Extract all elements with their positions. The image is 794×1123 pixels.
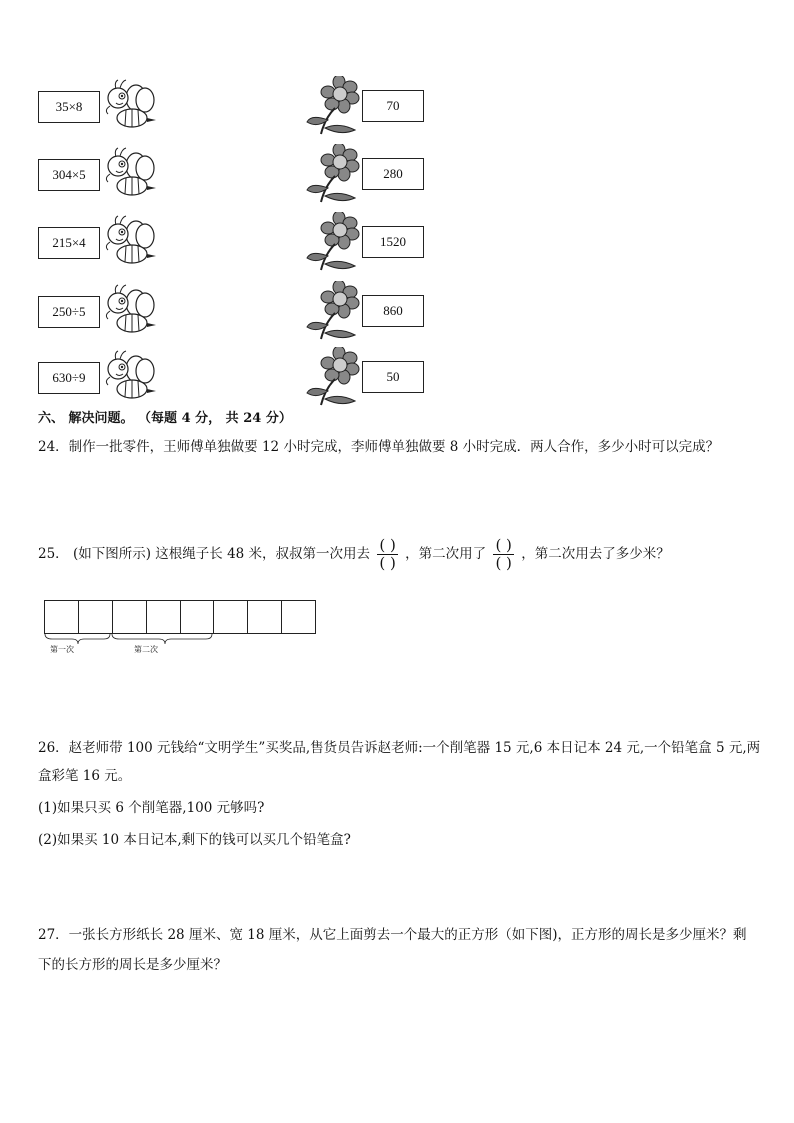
rope-segment: [45, 601, 79, 633]
bee-icon: [98, 281, 160, 343]
bee-icon: [98, 144, 160, 206]
question-26-line2: 盒彩笔 16 元。: [38, 768, 132, 784]
question-25-part3: ，第二次用去了多少米？: [521, 546, 670, 562]
answer-box: 1520: [362, 226, 424, 258]
expression-box: 304×5: [38, 159, 100, 191]
question-26-sub1: (1)如果只买 6 个削笔器,100 元够吗?: [38, 800, 265, 816]
rope-segment: [147, 601, 181, 633]
question-25-part1: 25． (如下图所示) 这根绳子长 48 米，叔叔第一次用去: [38, 546, 371, 562]
fraction-numerator: ( ): [379, 536, 396, 554]
flower-icon: [303, 144, 361, 206]
answer-box: 50: [362, 361, 424, 393]
answer-box: 280: [362, 158, 424, 190]
expression-box: 250÷5: [38, 296, 100, 328]
flower-icon: [303, 347, 361, 409]
flower-icon: [303, 76, 361, 138]
expression-box: 630÷9: [38, 362, 100, 394]
bee-icon: [98, 76, 160, 138]
matching-row: [0, 287, 794, 347]
bee-icon: [98, 212, 160, 274]
matching-row: [0, 150, 794, 210]
expression-box: 215×4: [38, 227, 100, 259]
rope-segment: [181, 601, 215, 633]
blank-fraction-2: [493, 538, 513, 571]
rope-segment: [214, 601, 248, 633]
matching-row: [0, 218, 794, 278]
fraction-denominator: ( ): [495, 554, 512, 572]
question-26-sub2: (2)如果买 10 本日记本,剩下的钱可以买几个铅笔盒?: [38, 832, 351, 848]
rope-segment: [282, 601, 315, 633]
question-24: 24．制作一批零件，王师傅单独做要 12 小时完成，李师傅单独做要 8 小时完成．两人合作，多少小时可以完成？: [38, 439, 720, 455]
section-heading: 六、 解决问题。 （每题 4 分， 共 24 分）: [38, 411, 292, 426]
rope-segment: [79, 601, 113, 633]
question-27-line1: 27．一张长方形纸长 28 厘米、宽 18 厘米，从它上面剪去一个最大的正方形（如下图)，正方形的周长是多少厘米？剩: [38, 927, 747, 943]
matching-row: [0, 353, 794, 413]
flower-icon: [303, 212, 361, 274]
rope-segment-strip: [44, 600, 316, 634]
rope-segment: [248, 601, 282, 633]
expression-box: 35×8: [38, 91, 100, 123]
matching-row: [0, 82, 794, 142]
label-first-time: 第一次: [50, 645, 74, 654]
question-27-line2: 下的长方形的周长是多少厘米？: [38, 957, 227, 973]
answer-box: 860: [362, 295, 424, 327]
blank-fraction-1: [377, 538, 397, 571]
bee-icon: [98, 347, 160, 409]
label-second-time: 第二次: [134, 645, 158, 654]
question-25-part2: ，第二次用了: [405, 546, 487, 562]
rope-segment: [113, 601, 147, 633]
question-26-line1: 26．赵老师带 100 元钱给“文明学生”买奖品,售货员告诉赵老师:一个削笔器 15 元,6 本日记本 24 元,一个铅笔盒 5 元,两: [38, 740, 761, 756]
fraction-numerator: ( ): [495, 536, 512, 554]
question-25: [38, 532, 670, 576]
answer-box: 70: [362, 90, 424, 122]
flower-icon: [303, 281, 361, 343]
fraction-denominator: ( ): [379, 554, 396, 572]
